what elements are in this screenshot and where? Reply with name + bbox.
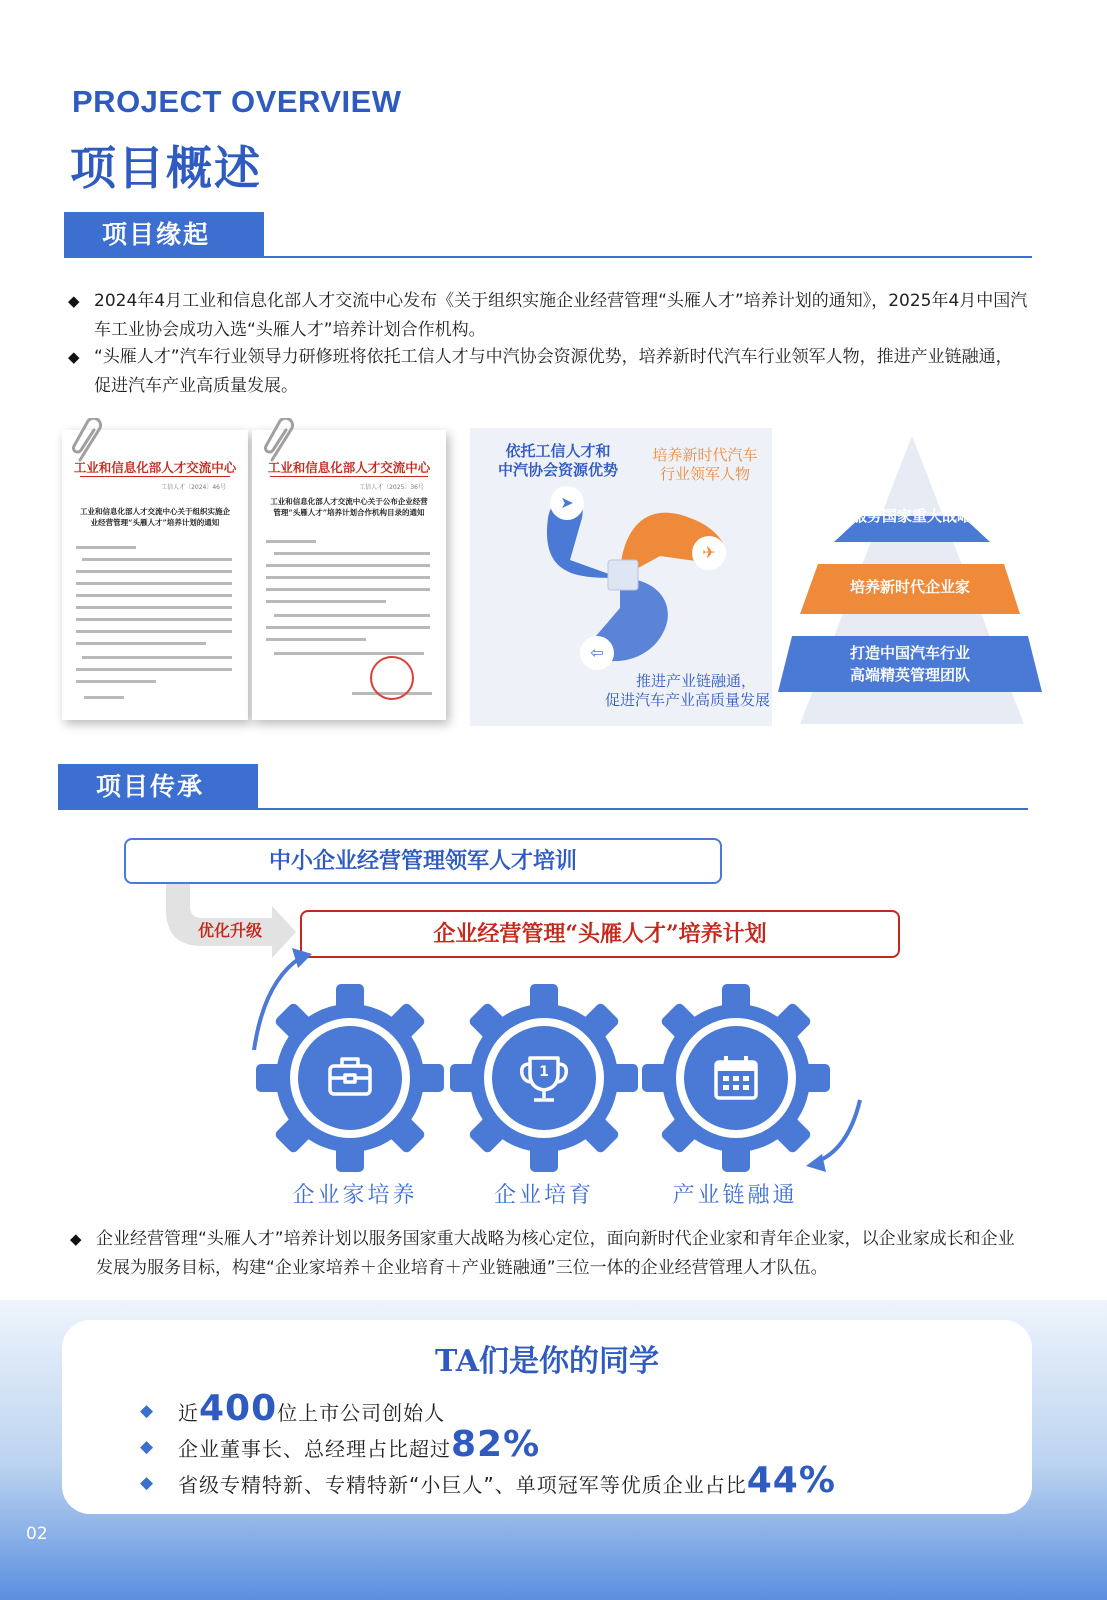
gears-graphic <box>240 940 880 1180</box>
gear-label-enterprise: 企业培育 <box>493 1183 594 1208</box>
goal-pyramid <box>778 430 1048 726</box>
diamond-icon: ◆ <box>140 1437 155 1457</box>
paperclip-icon <box>262 418 302 466</box>
cycle-item-1: 依托工信人才和 中汽协会资源优势 <box>497 442 618 479</box>
diamond-icon: ◆ <box>140 1473 155 1493</box>
section-origin-rule <box>64 256 1032 258</box>
section-origin-tab: 项目缘起 <box>64 212 264 258</box>
origin-bullet-2: ◆ “头雁人才”汽车行业领导力研修班将依托工信人才与中汽协会资源优势，培养新时代汽车行业领军人物，推进产业链融通，促进汽车产业高质量发展。 <box>68 343 1028 401</box>
origin-bullet-1: ◆ 2024年4月工业和信息化部人才交流中心发布《关于组织实施企业经营管理“头雁人才”培养计划的通知》，2025年4月中国汽车工业协会成功入选“头雁人才”培养计划合作机构。 <box>68 287 1028 345</box>
document-title: 工业和信息化部人才交流中心关于公布企业经营管理“头雁人才”培养计划合作机构目录的通知 <box>270 497 428 517</box>
page-title: 项目概述 <box>70 141 262 195</box>
notice-document-1: 工业和信息化部人才交流中心 工信人才〔2024〕46号 工业和信息化部人才交流中心关于组织实施企业经营管理“头雁人才”培养计划的通知 <box>62 430 248 720</box>
cycle-diagram <box>470 428 772 726</box>
pyramid-top: 服务国家重大战略 <box>851 507 972 525</box>
pyramid-middle: 培养新时代企业家 <box>849 578 970 596</box>
upgrade-label: 优化升级 <box>197 921 262 940</box>
pointer-icon: ➤ <box>550 486 584 520</box>
red-seal-stamp <box>370 656 414 700</box>
document-title: 工业和信息化部人才交流中心关于组织实施企业经营管理“头雁人才”培养计划的通知 <box>80 507 230 527</box>
cycle-item-3: 推进产业链融通， 促进汽车产业高质量发展 <box>604 672 770 709</box>
page-number: 02 <box>26 1524 48 1544</box>
classmates-title: TA们是你的同学 <box>435 1344 659 1379</box>
arrow-left-icon: ⇦ <box>580 636 614 670</box>
gear-label-entrepreneur: 企业家培养 <box>292 1183 418 1208</box>
diamond-icon: ◆ <box>68 292 80 310</box>
pyramid-bottom: 打造中国汽车行业 高端精英管理团队 <box>849 644 970 684</box>
section-heritage-rule <box>58 808 1028 810</box>
svg-text:1: 1 <box>539 1064 549 1080</box>
new-program-box: 企业经营管理“头雁人才”培养计划 <box>300 910 900 958</box>
cycle-item-2: 培养新时代汽车 行业领军人物 <box>652 446 758 483</box>
diamond-icon: ◆ <box>68 348 80 366</box>
send-icon: ✈ <box>692 536 726 570</box>
old-program-box: 中小企业经营管理领军人才培训 <box>124 838 722 884</box>
diamond-icon: ◆ <box>70 1230 82 1248</box>
paperclip-icon <box>70 418 110 466</box>
section-heritage-tab: 项目传承 <box>58 764 258 810</box>
gear-label-industry-chain: 产业链融通 <box>672 1183 798 1208</box>
notice-document-2: 工业和信息化部人才交流中心 工信人才〔2025〕36号 工业和信息化部人才交流中心关于公布企业经营管理“头雁人才”培养计划合作机构目录的通知 <box>252 430 446 720</box>
heritage-bullet: ◆ 企业经营管理“头雁人才”培养计划以服务国家重大战略为核心定位，面向新时代企业家和青年企业家，以企业家成长和企业发展为服务目标，构建“企业家培养＋企业培育＋产业链融通”三位一体的企业经营管理人才队伍。 <box>70 1225 1030 1285</box>
english-title: PROJECT OVERVIEW <box>72 84 402 119</box>
diamond-icon: ◆ <box>140 1401 155 1421</box>
